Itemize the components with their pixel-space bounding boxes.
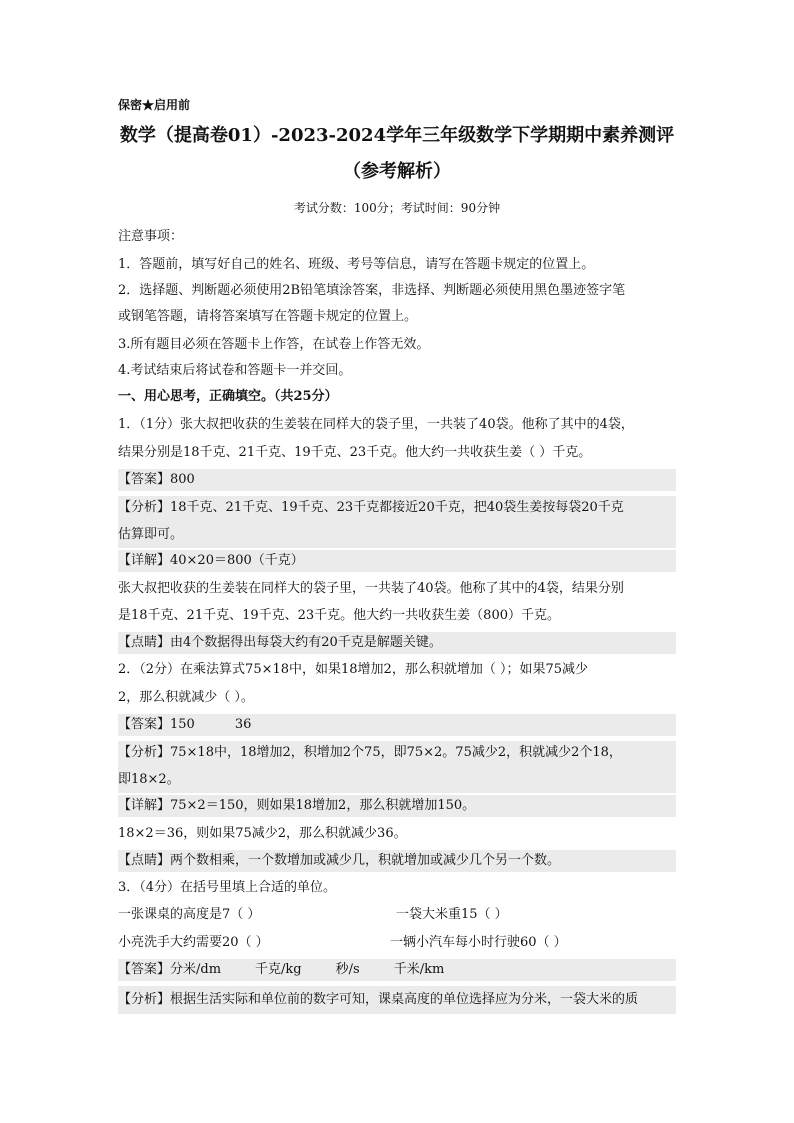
q1-detail-1: 【详解】40×20＝800（千克） xyxy=(118,553,304,568)
q1-answer-bg xyxy=(118,469,676,491)
section-1-heading: 一、用心思考，正确填空。（共25分） xyxy=(118,389,338,404)
q3-item-d: 一辆小汽车每小时行驶60（ ） xyxy=(390,935,567,950)
q2-comment: 【点睛】两个数相乘，一个数增加或减少几，积就增加或减少几个另一个数。 xyxy=(118,853,561,868)
q3-answer xyxy=(118,959,444,981)
q2-stem-2: 2，那么积就减少（ ）。 xyxy=(118,690,254,705)
q1-stem-2: 结果分别是18千克、21千克、19千克、23千克。他大约一共收获生姜（ ）千克。 xyxy=(118,445,592,460)
q3-answer-4: 千米/km xyxy=(393,962,445,977)
q2-answer-label: 【答案】 xyxy=(118,717,171,732)
q1-comment: 【点睛】由4个数据得出每袋大约有20千克是解题关键。 xyxy=(118,635,442,650)
q3-item-a: 一张课桌的高度是7（ ） xyxy=(118,907,261,922)
document-title: 数学（提高卷01）-2023-2024学年三年级数学下学期期中素养测评 xyxy=(119,125,675,146)
q1-detail-2: 张大叔把收获的生姜装在同样大的袋子里，一共装了40袋。他称了其中的4袋，结果分别 xyxy=(118,581,624,596)
q1-analysis-2: 估算即可。 xyxy=(118,527,184,542)
confidential-label: 保密★启用前 xyxy=(118,98,191,112)
q2-detail-2: 18×2＝36，则如果75减少2，那么积就减少36。 xyxy=(118,826,407,841)
q2-analysis-2: 即18×2。 xyxy=(118,772,180,787)
q2-analysis-1: 【分析】75×18中，18增加2，积增加2个75，即75×2。75减少2，积就减少2个18， xyxy=(118,745,622,760)
note-1: 1．答题前，填写好自己的姓名、班级、考号等信息，请写在答题卡规定的位置上。 xyxy=(118,257,595,272)
q3-item-c: 小亮洗手大约需要20（ ） xyxy=(118,935,269,950)
q2-stem-1: 2．（2分）在乘法算式75×18中，如果18增加2，那么积就增加（ ）；如果75减少 xyxy=(118,662,589,677)
q2-answer-a: 150 xyxy=(170,717,195,732)
note-3: 3.所有题目必须在答题卡上作答，在试卷上作答无效。 xyxy=(118,337,430,352)
q3-answer-3: 秒/s xyxy=(335,962,360,977)
q2-detail-1: 【详解】75×2＝150，则如果18增加2，那么积就增加150。 xyxy=(118,798,476,813)
q3-answer-label: 【答案】 xyxy=(118,962,171,977)
q2-answer-b: 36 xyxy=(234,717,252,732)
q2-answer xyxy=(118,714,251,736)
q1-stem-1: 1．（1分）张大叔把收获的生姜装在同样大的袋子里，一共装了40袋。他称了其中的4袋， xyxy=(118,417,634,432)
q3-analysis-1: 【分析】根据生活实际和单位前的数字可知，课桌高度的单位选择应为分米，一袋大米的质 xyxy=(118,992,639,1007)
exam-info: 考试分数：100分；考试时间：90分钟 xyxy=(293,201,501,215)
q3-item-b: 一袋大米重15（ ） xyxy=(396,907,508,922)
q3-stem: 3．（4分）在括号里填上合适的单位。 xyxy=(118,880,337,895)
q1-answer: 【答案】800 xyxy=(118,472,195,487)
note-2b: 或钢笔答题，请将答案填写在答题卡规定的位置上。 xyxy=(118,309,418,324)
notes-heading: 注意事项： xyxy=(118,229,184,244)
note-2a: 2．选择题、判断题必须使用2B铅笔填涂答案，非选择、判断题必须使用黑色墨迹签字笔 xyxy=(118,283,626,298)
document-subtitle: （参考解析） xyxy=(343,161,451,182)
q3-answer-2: 千克/kg xyxy=(255,962,302,977)
q1-detail-3: 是18千克、21千克、19千克、23千克。他大约一共收获生姜（800）千克。 xyxy=(118,608,560,623)
note-4: 4.考试结束后将试卷和答题卡一并交回。 xyxy=(118,363,352,378)
q1-analysis-1: 【分析】18千克、21千克、19千克、23千克都接近20千克，把40袋生姜按每袋20千克 xyxy=(118,500,624,515)
q3-answer-1: 分米/dm xyxy=(170,962,222,977)
